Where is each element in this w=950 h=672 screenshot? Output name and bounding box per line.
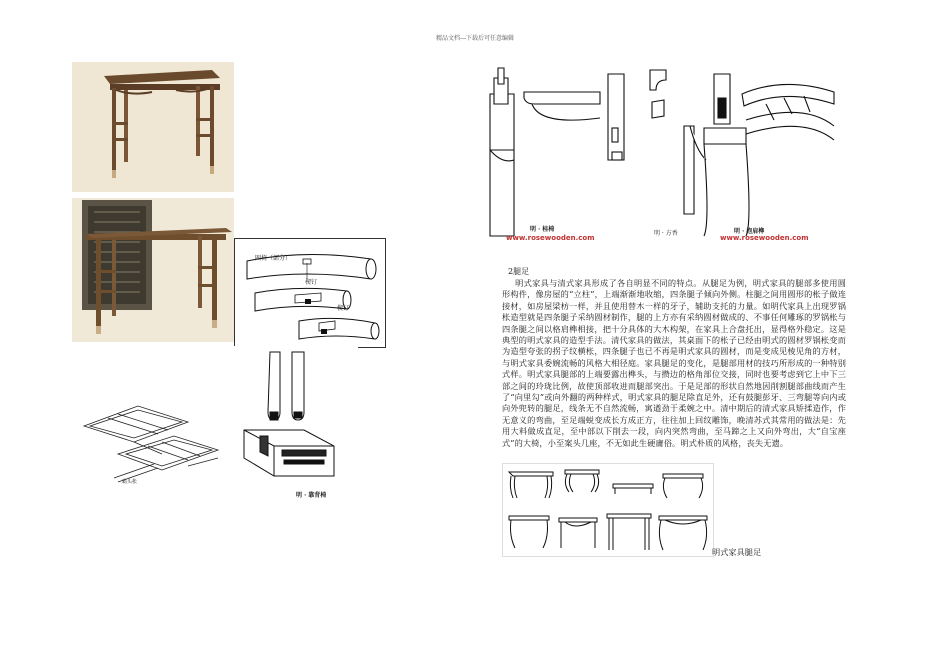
leg-profiles-drawing xyxy=(502,463,714,557)
tray-frame-drawing xyxy=(78,404,228,490)
paragraph: 明式家具与清式家具形成了各自明显不同的特点。从腿足为例，明式家具的腿部多使用圆形构件，像房屋的“立柱”，上端渐渐地收缩，四条腿子倾向外侧。柱腿之间用圆形的枨子做连接材，如房屋梁枋一样，并且使用替木一样的牙子，辅助支托的力量。如明代家具上出现罗锅枨造型就是四条腿子采纳圆材制作，腿的上方亦有采纳圆材做成的、不事任何雕琢的罗锅枨与四条腿之间以格肩榫相接，把十分具体的大木构架，在家具上合盘托出，显得格外稳定。这是典型的明式家具的造型手法。清代家具的做法，其桌面下的枨子已经由明式的圆材罗锅枨变而为造型夸张的拐子纹横枨，四条腿子也已不再是明式家具的圆材，而是变成见棱见角的方材，与明式家具委婉流畅的风格大相径庭。家具腿足的变化，是腿部用材的技巧所形成的一种特别式样。明式家具腿部的上端要露出榫头，与攒边的格角部位交接，同时也要考虑到它上中下三部之间的玲珑比例，故使顶部收进而腿部突出。于是足部的形状自然地因削割腿部曲线而产生了“向里勾”或向外翻的两种样式，明式家具的腿足除直足外，还有鼓腿彭牙、三弯腿等向内或向外兜转的腿足，线条无不自然流畅，寓遒劲于柔婉之中。清中期后的清式家具矫揉造作，作无意义的弯曲，至足端蜕变成长方成正方，往往加上回纹雕饰，晚清苏式其常用的做法是：先用大料做成直足，至中部以下削去一段，向内突然弯曲，至马蹄之上又向外弯出，大“自宝座式”的大椅，小至案头几座，不无如此生硬庸俗。明式朴质的风格，丧失无遗。 xyxy=(502,278,846,448)
joint-caption-right: 明 · 抱肩榫 xyxy=(734,228,765,235)
back-chair-caption: 明 · 靠背椅 xyxy=(296,492,327,499)
legs-caption: 明式家具腿足 xyxy=(712,547,762,557)
joint-drawings xyxy=(484,64,846,250)
ring-chair-label-top: 楔钉 xyxy=(305,279,318,286)
table-photo xyxy=(72,62,234,192)
table-panel-photo xyxy=(72,198,234,342)
tray-frame-label: 霸头枨 xyxy=(122,479,138,485)
ring-chair-label-bottom: 楔钉 xyxy=(337,305,350,312)
ring-chair-title: 圈椅（部分） xyxy=(255,255,292,262)
section-body xyxy=(502,278,846,449)
back-chair-joint-drawing xyxy=(234,346,358,500)
ring-chair-joint-drawing xyxy=(234,238,386,348)
header-note: 精品文档---下载后可任意编辑 xyxy=(435,35,515,42)
watermark-left: www.rosewooden.com xyxy=(506,234,595,242)
watermark-right: www.rosewooden.com xyxy=(720,234,809,242)
joint-caption-mid: 明 · 方香 xyxy=(654,230,678,237)
section-title: 2腿足 xyxy=(508,267,530,276)
joint-caption-left: 明 · 桂椅 xyxy=(530,226,555,233)
